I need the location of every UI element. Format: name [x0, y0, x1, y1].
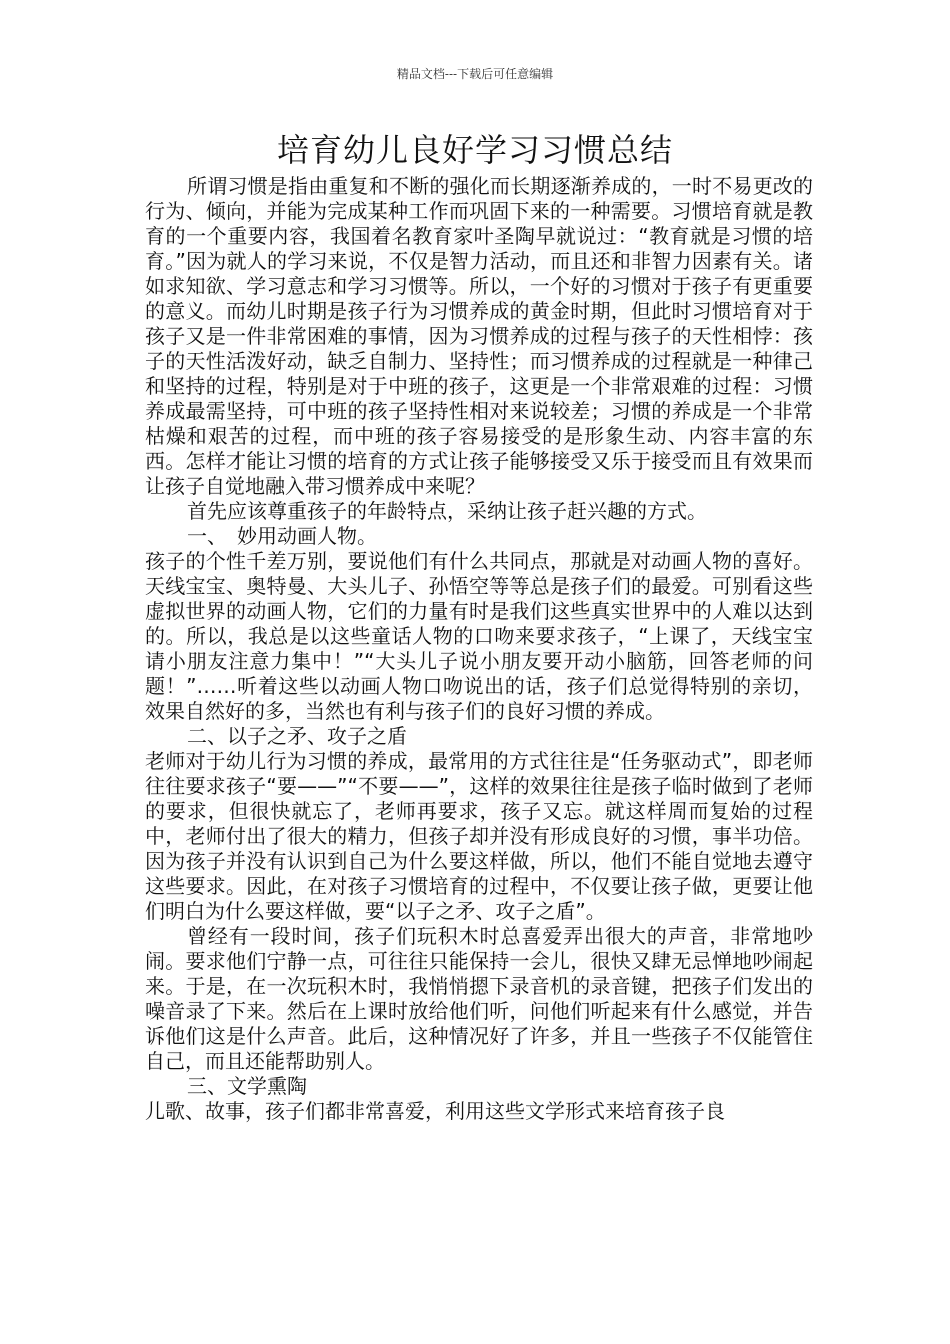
paragraph-example: 曾经有一段时间，孩子们玩积木时总喜爱弄出很大的声音，非常地吵闹。要求他们宁静一点，可往往只能保持一会儿，很快又肆无忌惮地吵闹起来。于是，在一次玩积木时，我悄悄摁下录音机的录音键，把孩子们发出的噪音录了下来。然后在上课时放给他们听，问他们听起来有什么感觉，并告诉他们这是什么声音。此后，这种情况好了许多，并且一些孩子不仅能管住自己，而且还能帮助别人。 — [145, 924, 813, 1073]
paragraph-intro: 所谓习惯是指由重复和不断的强化而长期逐渐养成的，一时不易更改的行为、倾向，并能为完成某种工作而巩固下来的一种需要。习惯培育就是教育的一个重要内容，我国着名教育家叶圣陶早就说过：“教育就是习惯的培育。”因为就人的学习来说，不仅是智力活动，而且还和非智力因素有关。诸如求知欲、学习意志和学习习惯等。所以，一个好的习惯对于孩子有更重要的意义。而幼儿时期是孩子行为习惯养成的黄金时期，但此时习惯培育对于孩子又是一件非常困难的事情，因为习惯养成的过程与孩子的天性相悖：孩子的天性活泼好动，缺乏自制力、坚持性；而习惯养成的过程就是一种律己和坚持的过程，特别是对于中班的孩子，这更是一个非常艰难的过程：习惯养成最需坚持，可中班的孩子坚持性相对来说较差；习惯的养成是一个非常枯燥和艰苦的过程，而中班的孩子容易接受的是形象生动、内容丰富的东西。怎样才能让习惯的培育的方式让孩子能够接受又乐于接受而且有效果而让孩子自觉地融入带习惯养成中来呢？ — [145, 174, 813, 498]
section-heading-2: 二、以子之矛、攻子之盾 — [187, 724, 407, 748]
document-title: 培育幼儿良好学习习惯总结 — [276, 131, 673, 169]
section-heading-3: 三、文学熏陶 — [187, 1074, 307, 1098]
document-body — [145, 174, 813, 1124]
paragraph-section-1: 孩子的个性千差万别，要说他们有什么共同点，那就是对动画人物的喜好。天线宝宝、奥特曼、大头儿子、孙悟空等等总是孩子们的最爱。可别看这些虚拟世界的动画人物，它们的力量有时是我们这些真实世界中的人难以达到的。所以，我总是以这些童话人物的口吻来要求孩子，“上课了，天线宝宝请小朋友注意力集中！”“大头儿子说小朋友要开动小脑筋，回答老师的问题！”……听着这些以动画人物口吻说出的话，孩子们总觉得特别的亲切，效果自然好的多，当然也有利与孩子们的良好习惯的养成。 — [145, 549, 813, 723]
page-header: 精品文档---下载后可任意编辑 — [396, 67, 554, 81]
paragraph-section-2: 老师对于幼儿行为习惯的养成，最常用的方式往往是“任务驱动式”，即老师往往要求孩子“要——”“不要——”，这样的效果往往是孩子临时做到了老师的要求，但很快就忘了，老师再要求，孩子又忘。就这样周而复始的过程中，老师付出了很大的精力，但孩子却并没有形成良好的习惯，事半功倍。因为孩子并没有认识到自己为什么要这样做，所以，他们不能自觉地去遵守这些要求。因此，在对孩子习惯培育的过程中，不仅要让孩子做，更要让他们明白为什么要这样做，要“以子之矛、攻子之盾”。 — [145, 749, 813, 923]
section-heading-1: 一、 妙用动画人物。 — [187, 524, 377, 548]
paragraph-section-3: 儿歌、故事，孩子们都非常喜爱，利用这些文学形式来培育孩子良 — [145, 1099, 725, 1123]
paragraph-approach: 首先应该尊重孩子的年龄特点，采纳让孩子赶兴趣的方式。 — [187, 499, 707, 523]
